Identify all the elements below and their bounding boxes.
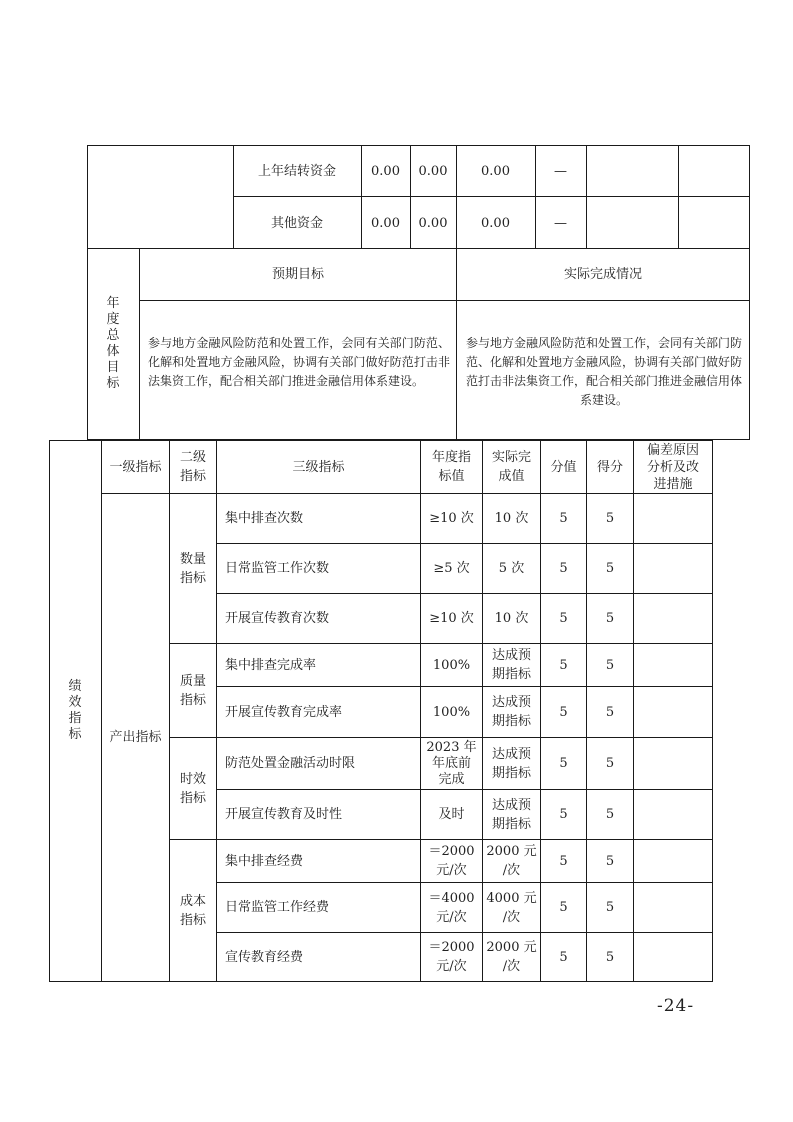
indicator-name: 集中排查完成率 <box>225 657 317 673</box>
indicator-actual: 达成预 期指标 <box>491 648 531 682</box>
indicator-score: 5 <box>605 900 615 915</box>
header-score: 得分 <box>596 459 623 475</box>
header-level1: 一级指标 <box>109 459 162 475</box>
group-quantity: 数量 指标 <box>179 551 206 586</box>
indicator-name: 集中排查次数 <box>225 511 304 526</box>
indicator-name: 集中排查经费 <box>225 853 304 869</box>
indicator-score: 5 <box>605 807 615 822</box>
indicator-actual: 达成预 期指标 <box>491 797 531 832</box>
indicator-target: 100% <box>432 704 471 720</box>
indicator-name: 开展宣传教育完成率 <box>225 704 343 720</box>
indicator-score: 5 <box>605 949 615 965</box>
fund-value-4: — <box>554 215 567 231</box>
indicator-actual: 达成预 期指标 <box>491 695 531 729</box>
expected-goal-text: 参与地方金融风险防范和处置工作，会同有关部门防范、化解和处置地方金融风险，协调有关部门做好防范打击非法集资工作，配合相关部门推进金融信用体系建设。 <box>148 336 450 388</box>
indicator-score: 5 <box>605 657 615 673</box>
expected-goal-header: 预期目标 <box>271 267 324 282</box>
fund-label: 其他资金 <box>270 215 323 231</box>
fund-value-3: 0.00 <box>481 215 510 231</box>
indicator-target: ＝2000 元/次 <box>428 844 475 878</box>
indicator-target: ≥10 次 <box>429 611 474 626</box>
indicator-actual: 2000 元 /次 <box>486 844 537 878</box>
header-score-value: 分值 <box>550 459 577 475</box>
fund-value-2: 0.00 <box>418 215 448 231</box>
fund-value-3: 0.00 <box>481 163 510 179</box>
fund-value-4: — <box>554 163 567 179</box>
indicator-value: 5 <box>559 611 568 626</box>
actual-result-header: 实际完成情况 <box>563 267 642 282</box>
indicator-actual: 达成预 期指标 <box>491 746 531 781</box>
indicator-target: 2023 年 年底前 完成 <box>426 739 477 787</box>
indicator-value: 5 <box>559 756 568 771</box>
indicator-value: 5 <box>559 900 568 915</box>
indicator-target: ≥5 次 <box>433 561 470 576</box>
indicator-value: 5 <box>559 807 568 822</box>
group-timeliness: 时效 指标 <box>179 771 206 806</box>
fund-value-1: 0.00 <box>371 163 400 179</box>
indicator-target: 及时 <box>438 807 465 822</box>
header-reason: 偏差原因 分析及改 进措施 <box>646 442 699 492</box>
indicator-value: 5 <box>559 561 568 576</box>
indicator-target: ＝2000 元/次 <box>428 940 475 974</box>
actual-result-text: 参与地方金融风险防范和处置工作，会同有关部门防范、化解和处置地方金融风险，协调有关部门做好防范打击非法集资工作，配合相关部门推进金融信用体系建设。 <box>465 336 742 407</box>
indicator-value: 5 <box>559 657 568 673</box>
indicator-target: 100% <box>432 657 471 673</box>
header-level2: 二级 指标 <box>179 450 206 484</box>
level1-output-indicator: 产出指标 <box>109 730 162 745</box>
indicator-value: 5 <box>559 853 568 869</box>
indicator-actual: 4000 元 /次 <box>486 890 537 925</box>
fund-value-1: 0.00 <box>371 215 400 231</box>
indicator-score: 5 <box>605 853 615 869</box>
indicator-name: 开展宣传教育及时性 <box>225 807 343 822</box>
annual-goal-label: 年度总体目标 <box>106 296 120 391</box>
fund-value-2: 0.00 <box>418 163 448 179</box>
group-quality: 质量 指标 <box>179 673 206 708</box>
indicator-actual: 10 次 <box>494 511 529 526</box>
indicator-name: 开展宣传教育次数 <box>225 611 330 626</box>
indicator-actual: 2000 元 /次 <box>486 940 537 974</box>
indicator-name: 宣传教育经费 <box>225 949 304 965</box>
indicator-name: 防范处置金融活动时限 <box>225 756 356 771</box>
indicator-score: 5 <box>605 611 615 626</box>
indicator-value: 5 <box>559 949 568 965</box>
indicator-target: ＝4000 元/次 <box>428 890 475 925</box>
indicator-score: 5 <box>605 561 615 576</box>
indicator-value: 5 <box>559 511 568 526</box>
group-cost: 成本 指标 <box>179 893 206 928</box>
indicator-name: 日常监管工作经费 <box>225 900 330 915</box>
indicator-actual: 5 次 <box>498 561 525 576</box>
indicator-score: 5 <box>605 756 615 771</box>
indicator-score: 5 <box>605 704 615 720</box>
fund-label: 上年结转资金 <box>257 163 336 179</box>
indicator-score: 5 <box>605 511 615 526</box>
page-number: -24- <box>657 996 695 1016</box>
header-actual: 实际完 成值 <box>491 450 531 484</box>
indicator-value: 5 <box>559 704 568 720</box>
indicator-name: 日常监管工作次数 <box>225 561 330 576</box>
header-level3: 三级指标 <box>292 459 345 475</box>
indicator-target: ≥10 次 <box>429 511 474 526</box>
performance-indicator-label: 绩效指标 <box>68 679 82 742</box>
indicator-actual: 10 次 <box>494 611 529 626</box>
header-target: 年度指 标值 <box>431 450 471 484</box>
